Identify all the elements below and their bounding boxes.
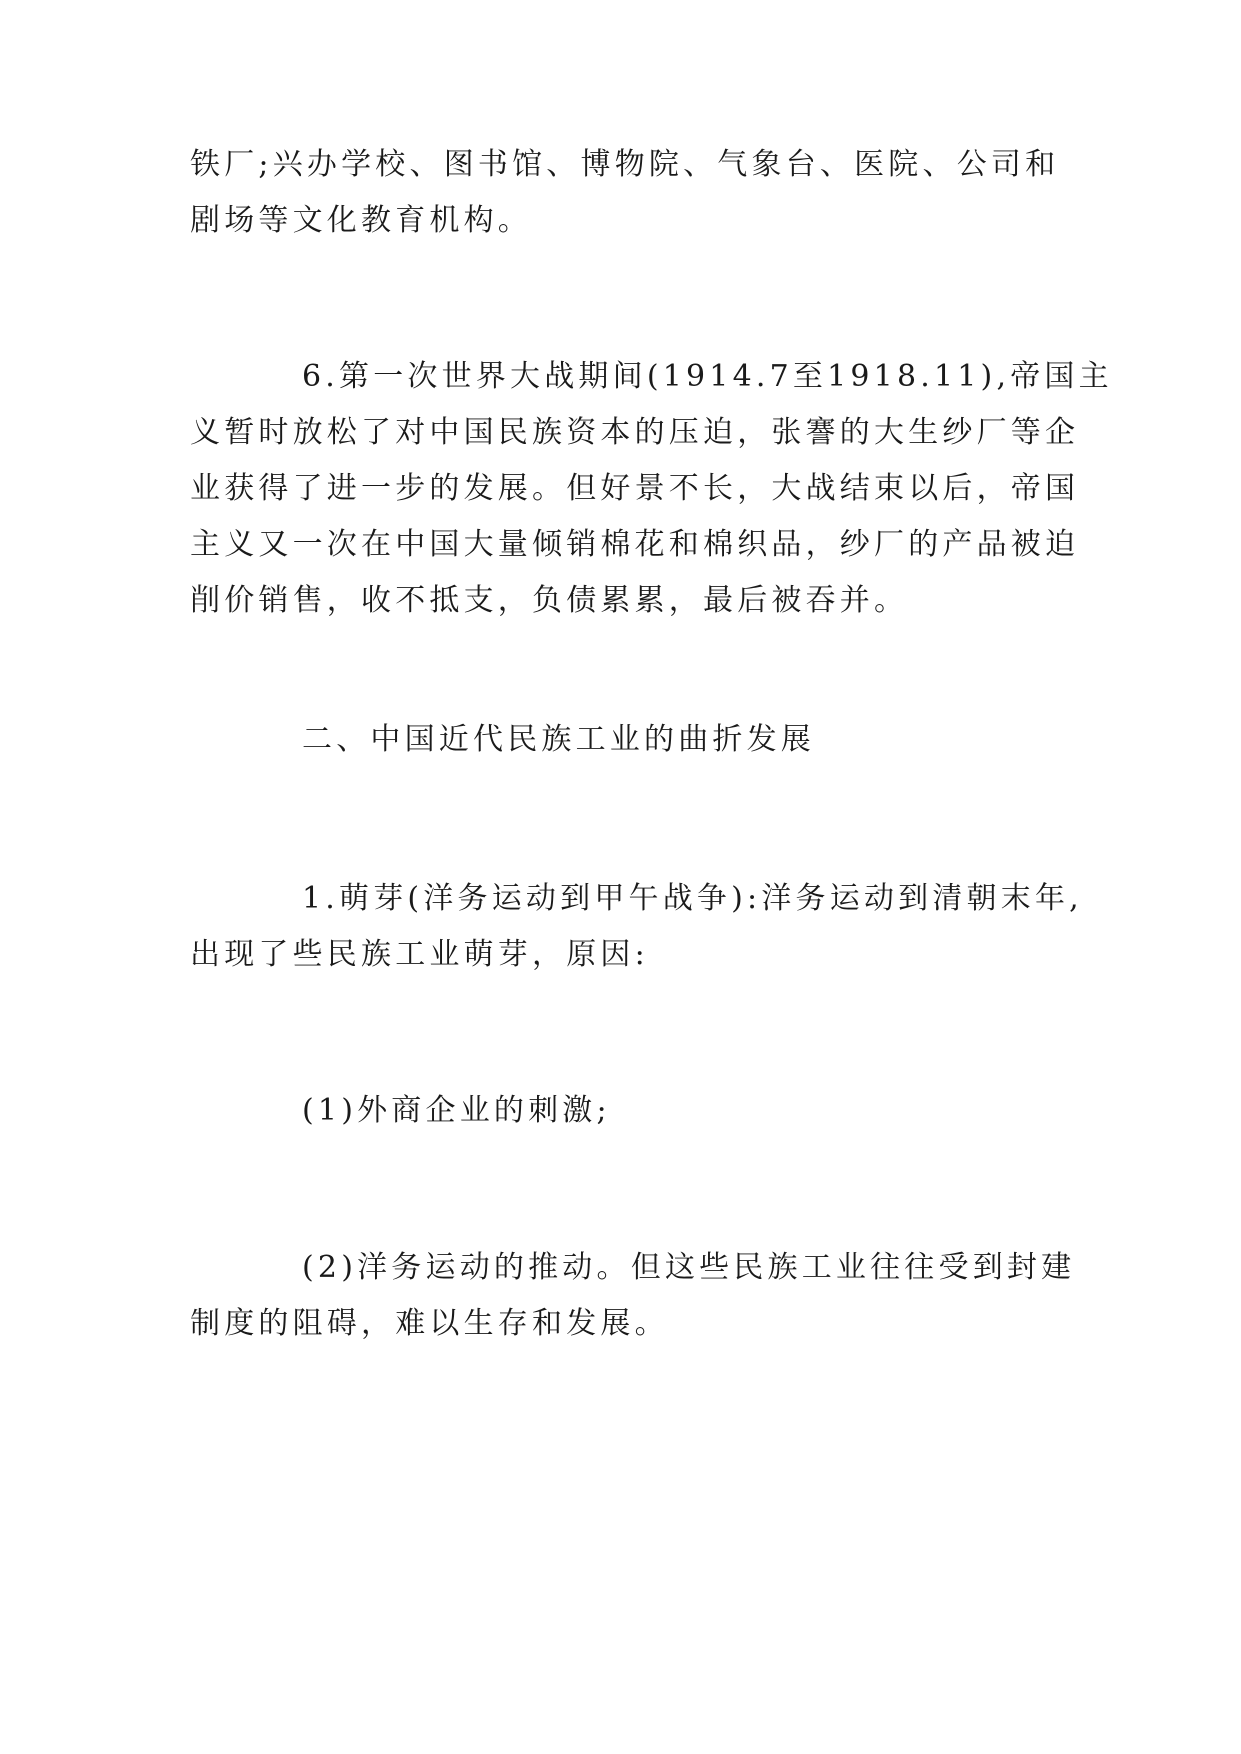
text-line: 剧场等文化教育机构。 [190,203,532,238]
paragraph-wwi [190,349,1113,629]
text-line: 铁厂;兴办学校、图书馆、博物院、气象台、医院、公司和 [190,147,1060,182]
paragraph-reason-2 [190,1240,1076,1352]
section-heading [190,712,1050,768]
paragraph-continuation [190,137,1060,249]
text-line: 6.第一次世界大战期间(1914.7至1918.11),帝国主 [302,359,1113,394]
text-line: 制度的阻碍，难以生存和发展。 [190,1306,669,1341]
paragraph-sprout [190,871,1083,983]
text-line: 主义又一次在中国大量倾销棉花和棉织品，纱厂的产品被迫 [190,527,1080,562]
text-line: 出现了些民族工业萌芽，原因: [190,937,649,972]
text-line: 1.萌芽(洋务运动到甲午战争):洋务运动到清朝末年, [302,881,1083,916]
text-line: 义暂时放松了对中国民族资本的压迫，张謇的大生纱厂等企 [190,415,1080,450]
heading-text: 二、中国近代民族工业的曲折发展 [302,722,815,757]
text-line: (1)外商企业的刺激; [302,1093,611,1128]
paragraph-reason-1 [190,1083,1050,1139]
text-line: (2)洋务运动的推动。但这些民族工业往往受到封建 [302,1250,1076,1285]
text-line: 业获得了进一步的发展。但好景不长，大战结束以后，帝国 [190,471,1080,506]
text-line: 削价销售，收不抵支，负债累累，最后被吞并。 [190,583,909,618]
